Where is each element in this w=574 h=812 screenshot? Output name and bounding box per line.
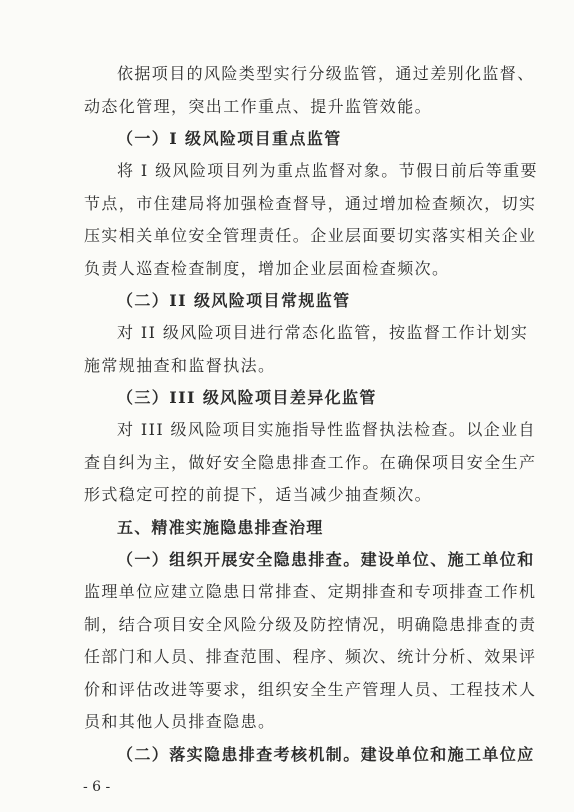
paragraph-line: 依据项目的风险类型实行分级监管，通过差别化监督、 [117, 64, 535, 83]
paragraph-line: 制，结合项目安全风险分级及防控情况，明确隐患排查的责 [84, 615, 537, 634]
paragraph-line: 监理单位应建立隐患日常排查、定期排查和专项排查工作机 [84, 582, 537, 601]
paragraph-line: 节点，市住建局将加强检查督导，通过增加检查频次，切实 [84, 194, 537, 213]
paragraph-line: 施常规抽查和监督执法。 [84, 356, 276, 375]
paragraph-line: （一）组织开展安全隐患排查。建设单位、施工单位和 [117, 550, 535, 569]
paragraph-line: 对 III 级风险项目实施指导性监督执法检查。以企业自 [117, 420, 536, 439]
page-number: - 6 - [83, 779, 111, 795]
paragraph-line: 压实相关单位安全管理责任。企业层面要切实落实相关企业 [84, 226, 537, 245]
paragraph-line: 对 II 级风险项目进行常态化监管，按监督工作计划实 [117, 323, 529, 342]
subheading: （三）III 级风险项目差异化监管 [117, 388, 377, 407]
paragraph-line: 价和评估改进等要求，组织安全生产管理人员、工程技术人 [84, 680, 537, 699]
section-heading: 五、精准实施隐患排查治理 [117, 518, 324, 537]
paragraph-line: 员和其他人员排查隐患。 [84, 712, 276, 731]
paragraph-line: （二）落实隐患排查考核机制。建设单位和施工单位应 [117, 745, 535, 764]
paragraph-line: 将 I 级风险项目列为重点监督对象。节假日前后等重要 [117, 161, 538, 180]
paragraph-line: 负责人巡查检查制度，增加企业层面检查频次。 [84, 259, 450, 278]
paragraph-line: 形式稳定可控的前提下，适当减少抽查频次。 [84, 485, 433, 504]
paragraph-line: 任部门和人员、排查范围、程序、频次、统计分析、效果评 [84, 647, 537, 666]
paragraph-line: 查自纠为主，做好安全隐患排查工作。在确保项目安全生产 [84, 453, 537, 472]
subheading: （二）II 级风险项目常规监管 [117, 291, 351, 310]
paragraph-line: 动态化管理，突出工作重点、提升监管效能。 [84, 97, 433, 116]
subheading: （一）I 级风险项目重点监管 [117, 129, 342, 148]
